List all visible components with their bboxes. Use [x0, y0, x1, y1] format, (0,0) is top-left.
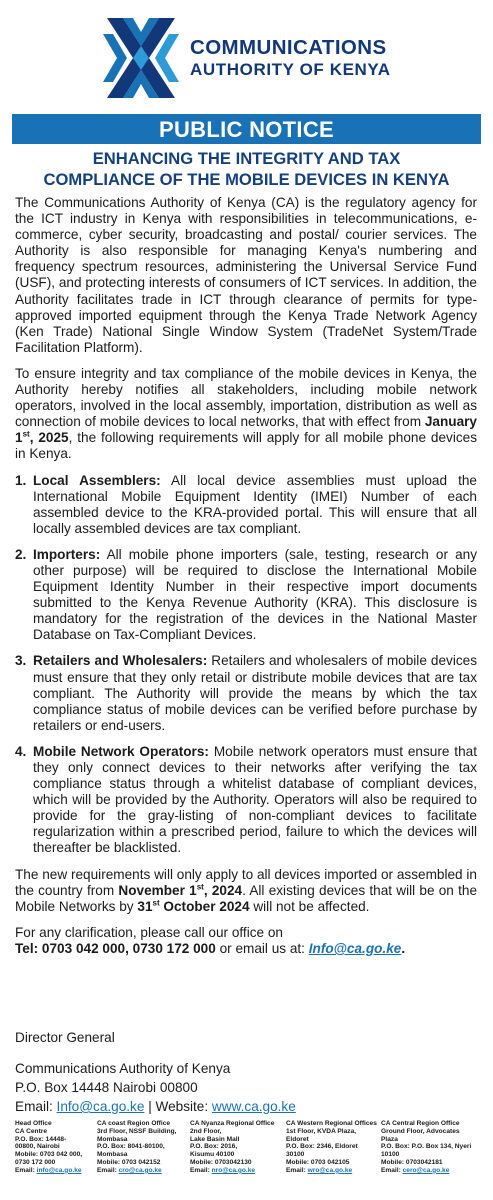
effective-date-sup: st [22, 429, 30, 439]
office-email-link[interactable]: info@ca.go.ke [36, 1166, 82, 1174]
requirement-item [15, 653, 477, 733]
signoff-email-label: Email: [15, 1099, 57, 1114]
office-western [286, 1120, 381, 1175]
office-line: 30100 [286, 1151, 305, 1159]
notice-body [15, 195, 477, 967]
requirement-body: Mobile network operators must ensure that they only connect devices to their networks after verifying the tax compliance status through a whitelist database of compliant devices, which will be provided by the Authority. Operators will also be required to provide for the gray-listing of non-compliant devices to facilitate regularization within a prescribed period, failure to which the devices will thereafter be blacklisted. [33, 743, 477, 856]
office-line: Lake Basin Mall [190, 1135, 240, 1143]
signoff-org: Communications Authority of Kenya [15, 1061, 231, 1076]
office-line: P.O. Box: 8041-80100, [97, 1143, 165, 1151]
office-line: Kisumu 40100 [190, 1151, 235, 1159]
office-line: 3rd Floor, NSSF Building, [97, 1127, 177, 1135]
office-email-link[interactable]: cro@ca.go.ke [118, 1166, 162, 1174]
signoff-website-label: | Website: [144, 1099, 212, 1114]
office-central [381, 1120, 481, 1175]
office-line: Mobile: 0703042130 [190, 1158, 252, 1166]
cutoff-date-main: 31 [137, 898, 153, 914]
office-email-link[interactable]: nro@ca.go.ke [211, 1166, 256, 1174]
signoff-address: P.O. Box 14448 Nairobi 00800 [15, 1080, 198, 1095]
office-name: CA Nyanza Regional Office [190, 1120, 275, 1127]
start-date-sup: st [196, 882, 204, 892]
contact-mid-text: or email us at: [215, 940, 309, 956]
office-name: CA Central Region Office [381, 1120, 460, 1127]
org-name-line1: COMMUNICATIONS [190, 36, 387, 59]
requirement-item [15, 547, 477, 644]
office-line: Mobile: 0703042181 [381, 1158, 443, 1166]
subtitle-line1: ENHANCING THE INTEGRITY AND TAX [92, 149, 401, 168]
notice-paragraph [15, 366, 477, 463]
office-name: CA Western Regional Offices [286, 1120, 377, 1127]
intro-paragraph: The Communications Authority of Kenya (CA) is the regulatory agency for the ICT industry in Kenya with responsibilities in telecommunications, e-commerce, cyber security, broadcasting and postal/ courier services. The Authority is also responsible for managing Kenya's numbering and frequency spectrum resources, administering the Universal Service Fund (USF), and protecting interests of consumers of ICT services. In addition, the Authority facilitates trade in ICT through clearance of permits for type-approved imported equipment through the Kenya Trade Network Agency (Ken Trade) National Single Window System (TradeNet System/Trade Facilitation Platform). [15, 195, 477, 355]
cutoff-date-sup: st [152, 898, 160, 908]
signoff-contacts [15, 1097, 477, 1116]
office-email: Email: wro@ca.go.ke [286, 1166, 353, 1174]
office-line: 2nd Floor, [190, 1127, 222, 1135]
start-date-main: November 1 [118, 882, 197, 898]
office-line: CA Centre [15, 1127, 47, 1135]
office-line: P.O. Box: 2346, Eldoret [286, 1143, 358, 1151]
office-line: P.O. Box: 14448- [15, 1135, 67, 1143]
requirement-text [33, 653, 477, 733]
closing-text-1: The new requirements will only apply to all devices imported or assembled in the country from [15, 866, 477, 898]
office-line: Plaza [381, 1135, 398, 1143]
office-head [15, 1120, 97, 1175]
office-line: 00800, Nairobi [15, 1143, 60, 1151]
contact-paragraph [15, 925, 477, 957]
contact-telephone: Tel: 0703 042 000, 0730 172 000 [15, 940, 216, 956]
header [0, 0, 493, 114]
office-nyanza [190, 1120, 286, 1175]
cutoff-date [137, 899, 249, 914]
requirement-body: All local device assemblies must upload the International Mobile Equipment Identity (IMEI) Number of each assembled device to the KRA-provided portal. This will ensure that all locally assembled devices are tax compliant. [33, 472, 477, 536]
office-line: P.O. Box: 2016, [190, 1143, 238, 1151]
requirement-number: 4. [15, 743, 27, 759]
regional-offices [15, 1120, 485, 1175]
requirement-text [33, 744, 477, 857]
office-email-link[interactable]: wro@ca.go.ke [307, 1166, 353, 1174]
start-date-year: , 2024 [203, 882, 243, 898]
requirement-number: 3. [15, 653, 27, 669]
office-line: Mobile: 0703 042 000, [15, 1151, 83, 1159]
office-name: Head Office [15, 1120, 52, 1127]
requirement-title: Mobile Network Operators: [33, 743, 209, 759]
effective-date-main: January 1 [15, 414, 477, 446]
office-line: Mobile: 0703 042105 [286, 1158, 350, 1166]
signoff-email-link[interactable]: Info@ca.go.ke [56, 1099, 145, 1114]
subtitle-line2: COMPLIANCE OF THE MOBILE DEVICES IN KENYA [43, 170, 450, 189]
notice-subtitle [12, 148, 481, 190]
notice-text-after: , the following requirements will apply for all mobile phone devices in Kenya. [15, 430, 478, 462]
office-email: Email: cro@ca.go.ke [97, 1166, 162, 1174]
office-email: Email: nro@ca.go.ke [190, 1166, 256, 1174]
office-line: Mombasa [97, 1151, 128, 1159]
office-line: Ground Floor, Advocates [381, 1127, 460, 1135]
office-email-link[interactable]: cero@ca.go.ke [402, 1166, 450, 1174]
public-notice-banner: PUBLIC NOTICE [12, 114, 481, 144]
office-line: Mobile: 0703 042152 [97, 1158, 161, 1166]
office-email: Email: cero@ca.go.ke [381, 1166, 450, 1174]
office-line: P.O. Box: P.O. Box 134, Nyeri [381, 1143, 472, 1151]
org-name-line2: AUTHORITY OF KENYA [190, 60, 391, 79]
office-coast [97, 1120, 190, 1175]
closing-paragraph [15, 867, 477, 915]
effective-date-year: , 2025 [29, 430, 69, 446]
contact-intro: For any clarification, please call our office on [15, 924, 283, 940]
cutoff-date-year: October 2024 [159, 898, 250, 914]
requirement-item [15, 473, 477, 537]
office-line: Mombasa [97, 1135, 128, 1143]
requirement-number: 1. [15, 472, 27, 488]
notice-text-before: To ensure integrity and tax compliance of the mobile devices in Kenya, the Authority hereby notifies all stakeholders, including mobile network operators, involved in the local assembly, importation, distribution as well as connection of mobile devices to local networks, that with effect from [15, 365, 477, 430]
requirement-item [15, 744, 477, 857]
requirement-body: All mobile phone importers (sale, testing, research or any other purpose) will be required to disclose the International Mobile Equipment Identity Number in their respective import documents submitted to the Kenya Revenue Authority (KRA). This disclosure is mandatory for the registration of the devices in the National Master Database on Tax-Compliant Devices. [33, 546, 477, 643]
office-line: 10100 [381, 1151, 400, 1159]
requirement-title: Importers: [33, 546, 101, 562]
requirement-body: Retailers and wholesalers of mobile devices must ensure that they only retail or distribute mobile devices that are tax compliant. The Authority will provide the means by which the tax compliance status of mobile devices can be verified before purchase by retailers or end-users. [33, 653, 477, 733]
signoff [15, 1028, 477, 1116]
start-date [118, 883, 242, 898]
signoff-title: Director General [15, 1030, 115, 1045]
contact-email-link[interactable]: Info@ca.go.ke [308, 940, 402, 956]
closing-text-2: . All existing devices that will be on the Mobile Networks by [15, 882, 477, 914]
signoff-website-link[interactable]: www.ca.go.ke [211, 1099, 296, 1114]
office-email: Email: info@ca.go.ke [15, 1166, 82, 1174]
requirement-text [33, 547, 477, 644]
office-line: 0730 172 000 [15, 1158, 56, 1166]
office-line: Eldoret [286, 1135, 309, 1143]
closing-text-3: will not be affected. [249, 898, 370, 914]
ca-logo-icon [103, 16, 179, 100]
organization-name [190, 37, 391, 81]
requirement-title: Local Assemblers: [33, 472, 161, 488]
requirement-title: Retailers and Wholesalers: [33, 653, 208, 669]
requirement-number: 2. [15, 546, 27, 562]
contact-end: . [401, 940, 406, 956]
office-line: 1st Floor, KVDA Plaza, [286, 1127, 357, 1135]
requirement-text [33, 473, 477, 537]
office-name: CA coast Region Office [97, 1120, 171, 1127]
